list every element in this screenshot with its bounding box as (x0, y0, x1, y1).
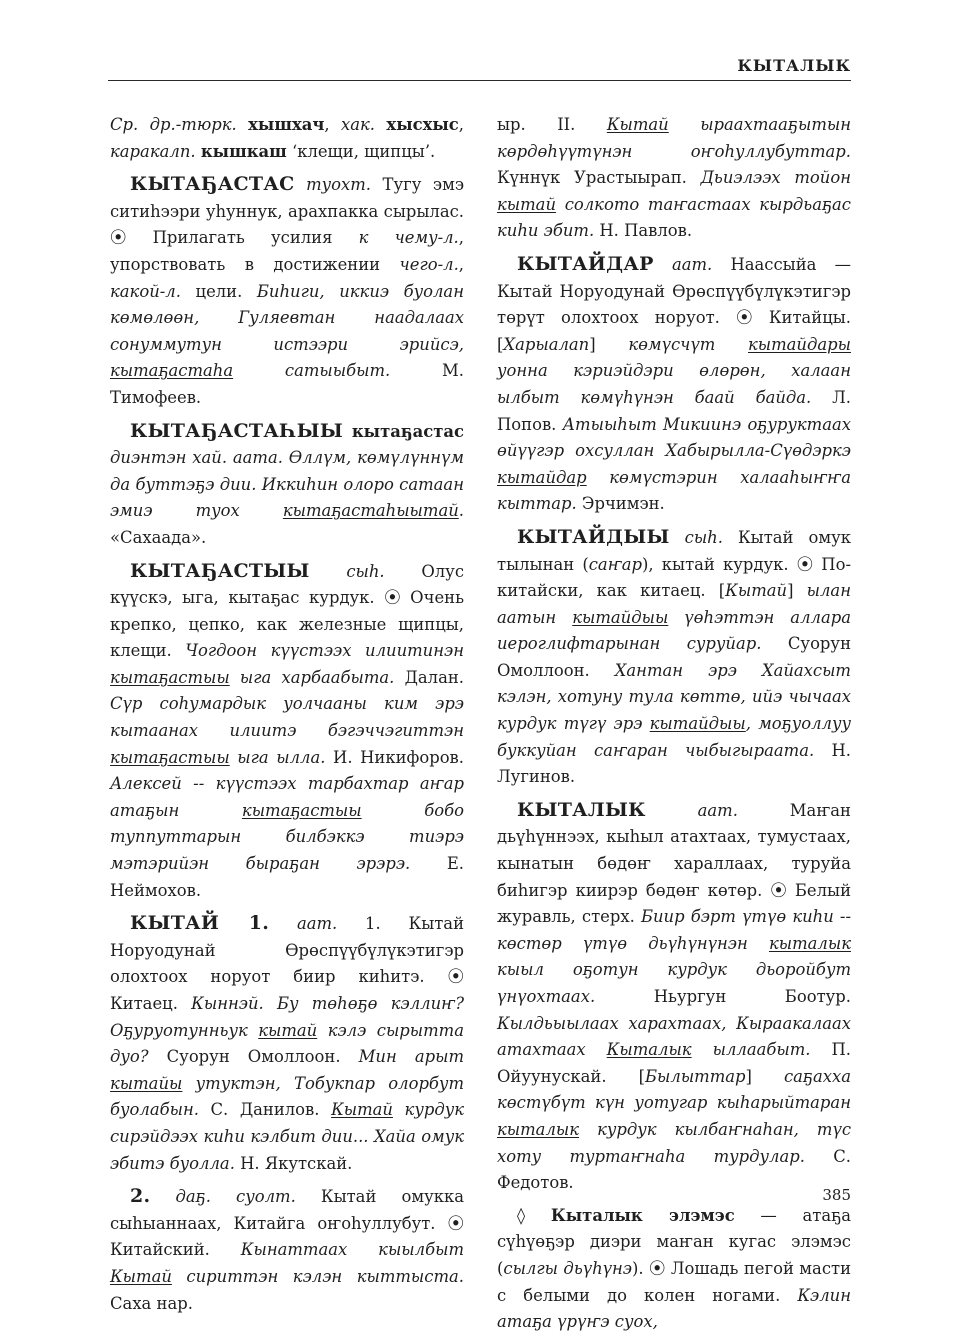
definition: Олус күүскэ, ыга, кытаҕас курдук. ⦿ Очень крепко, цепко, как железные щипцы, клещи. (110, 561, 464, 661)
text-run: чего-л. (399, 254, 459, 274)
example-keyword: кытайы (110, 1073, 183, 1093)
etym-label: каракалп. (110, 141, 196, 161)
definition: Кытай омук тылынан ( (497, 527, 852, 574)
entry-etymology (110, 112, 464, 165)
example: ыллаабыт. (691, 1040, 811, 1060)
citation-author: Суорун Омоллоон. (148, 1047, 359, 1067)
example: үөһэттэн аллара иероглифтарынан суруйар. (497, 607, 851, 654)
example-keyword: кытайдыы (649, 714, 746, 734)
example: Хантан эрэ Хайахсыт кэлэн, хотуну тула көттө, ийэ чычаах курдук түгү эрэ (497, 660, 851, 734)
running-head: КЫТАЛЫК (737, 56, 851, 75)
entry-kytalyk-elemes (497, 1203, 851, 1336)
example: кыыл оҕотун курдук дьоройбут үнүохтаах. (497, 960, 851, 1006)
example: Биһиги, иккиэ буолан көмөлөөн, Гуляевтан наадалаах сонуммутун истээри эрийсэ, (110, 281, 464, 354)
example-keyword: кытайдар (497, 467, 587, 487)
example-keyword: кытайдары (747, 334, 851, 354)
example-keyword: Кытай (331, 1100, 393, 1120)
entry-kytai-1 (110, 910, 464, 1177)
etym-gloss: ‘клещи, щипцы’. (286, 141, 436, 161)
citation-author: Эрчимэн. (576, 494, 665, 514)
example-keyword: кытайдыы (572, 607, 669, 627)
headword: КЫТАҔАСТАҺЫЫ (130, 419, 343, 442)
citation-author: Н. Лугинов. (497, 740, 851, 787)
example: сатыыбыт. (233, 361, 391, 381)
text-run: к чему-л. (358, 228, 459, 248)
pos-label: аат. (645, 800, 738, 820)
example: бобо туппуттарын билбэккэ тиэрэ мэтэрийэн быраҕан эрэрэ. (110, 800, 464, 874)
definition: Тугу эмэ ситиһээри уһуннук, арахпакка сырылас. ⦿ Прилагать усилия (110, 175, 464, 248)
example: ыраахтааҕытын көрдөһүүтүнэн оҥоһуллубуттар. (497, 115, 852, 161)
example: Мин арыт (358, 1047, 464, 1067)
text-run: , (324, 115, 341, 134)
headword: КЫТАЙДАР (517, 252, 654, 275)
text-run (343, 422, 352, 441)
citation-author: Суорун Омоллоон. (497, 634, 851, 680)
etym-word: хышхач (248, 115, 325, 134)
example: солкото таҥастаах кырдьаҕас киһи эбит. (497, 194, 851, 241)
citation-author: Н. Якутскай. (234, 1153, 353, 1173)
example-keyword: кытай (497, 194, 557, 214)
text-run: ] (745, 1066, 784, 1086)
entry-kytagastyy (110, 558, 464, 905)
text-run: саҥар (588, 554, 643, 574)
example: көмүстэрин халааһыҥҥа кыттар. (497, 467, 851, 514)
example-keyword: Кыталык (606, 1040, 692, 1060)
pos-label: сыһ. (309, 561, 385, 581)
cross-reference: кытаҕастас (351, 421, 464, 441)
phrase-marker: ◊ (517, 1205, 551, 1225)
example-keyword: кыталык (497, 1119, 580, 1139)
example: Харыалап (503, 334, 590, 354)
example-keyword: кытаҕастаһыытай (282, 501, 459, 521)
example: ыга харбаабыта. (229, 667, 395, 687)
left-column (110, 112, 464, 1323)
citation-author: Ньургун Боотур. (595, 987, 851, 1006)
headword: КЫТАҔАСТАС (130, 173, 295, 196)
citation-author: И. Никифоров. (325, 747, 464, 767)
citation-author: М. Тимофеев. (110, 361, 465, 407)
example: Былыттар (644, 1066, 746, 1086)
entry-kytai-2 (110, 1183, 464, 1317)
pos-label: аат. (269, 914, 338, 934)
example: утуктэн, Тобукпар олорбут буолабын. (110, 1073, 464, 1120)
citation-author: Н. Павлов. (594, 221, 693, 241)
example-keyword: кытаҕастыы (241, 800, 362, 820)
headword: КЫТАҔАСТЫЫ (130, 559, 310, 582)
example: курдук сирэйдээх киһи кэлбит дии... Хайа омук эбитэ буолла. (110, 1100, 465, 1173)
text-run: , (458, 115, 465, 134)
citation-author: С. Данилов. (198, 1100, 332, 1120)
example-keyword: кытаҕастыы (110, 747, 230, 767)
etym-word: кышкаш (200, 141, 287, 161)
example-keyword: кытай (258, 1020, 318, 1040)
sense-number: 2. (130, 1185, 151, 1208)
example: , моҕуоллуу буккуйан саҥаран чыбыгыраата. (497, 714, 851, 760)
headword: КЫТАЙДЫЫ (517, 525, 670, 548)
example: Кыннэй. Бу төһөҕө кэллиҥ? Оҕуруотунньук (110, 994, 464, 1040)
citation-author: Саха нар. (110, 1293, 193, 1313)
example: диэнтэн хай. аата. Өллүм, көмүлүннүм да буттэҕэ дии. Иккиһин олоро сатаан эмиэ туох (110, 448, 464, 521)
entry-kytagastas (110, 171, 464, 411)
text-run: цели. (180, 281, 257, 301)
citation-author: Л. Попов. (497, 387, 852, 434)
citation-source: ыр. II. (497, 115, 607, 134)
definition: Наассыйа — Кытай Норуодунай Өрөспүүбүлүкэтигэр төрүт олохтоох норуот. ⦿ Китайцы. [ (497, 254, 852, 354)
definition: Кытай омукка сыһыаннаах, Китайга оҥоһуллубут. ⦿ Китайский. (110, 1187, 464, 1260)
example-keyword: кытаҕастыы (110, 667, 230, 687)
example: Атыыһыт Микиинэ оҕуруктаах өйүүгэр охсуллан Хабырылла-Сүөдэркэ (497, 414, 851, 461)
entry-kytaidyy (497, 524, 851, 791)
definition: ). ⦿ Лошадь пегой масти с белыми до колен ногами. (497, 1258, 851, 1305)
text-run: сылгы дьүһүнэ (503, 1258, 632, 1278)
pos-label: даҕ. суолт. (150, 1187, 296, 1207)
example: саҕахха көстүбүт күн уотугар кыһарыйтаран (497, 1066, 851, 1113)
example: курдук кылбаҥнаһан, түс хоту туртаҥнаһа турдулар. (497, 1119, 851, 1166)
example: Дьиэлээх тойон (700, 168, 851, 188)
entry-kytagastahyy (110, 418, 464, 552)
entry-kytalyk (497, 797, 851, 1197)
etym-label: хак. (341, 115, 376, 134)
example: Чогдоон күүстээх илиитинэн (185, 641, 464, 661)
example: Алексей -- күүстээх тарбахтар аҥар атаҕын (110, 774, 464, 820)
definition: Маҥан дьүһүннээх, кыһыл атахтаах, тумустаах, кынатын бөдөҥ хараллаах, туруйа биһигэр киирэр бөдөҥ көтөр. ⦿ Белый журавль, стерх. (497, 800, 851, 927)
text-run: ] (787, 581, 807, 601)
example: көмүсчүт (628, 334, 748, 354)
definition: 1. Кытай Норуодунай Өрөспүүбүлүкэтигэр олохтоох норуот биир киһитэ. ⦿ Китаец. (110, 914, 464, 1013)
pos-label: аат. (653, 254, 713, 274)
example: кэлэ сырытта дуо? (110, 1020, 464, 1067)
example: ылан аатын (497, 581, 851, 627)
example: Сүр соһумардык уолчааны ким эрэ кытаанах илиитэ бэгэччэгиттэн (110, 694, 464, 741)
etym-word: хысхыс (386, 115, 459, 134)
example: уонна кэриэйдэри өлөрөн, халаан ылбыт көмүһүнэн баай байда. (497, 361, 851, 407)
example-keyword: Кытай (606, 115, 669, 134)
example-keyword: Кытай (110, 1266, 172, 1286)
text-run: , упорствовать в достижении (110, 228, 464, 274)
entry-kytaidar (497, 251, 851, 518)
text-run: ] (589, 334, 629, 354)
example-keyword: кытаҕастаһа (110, 361, 234, 381)
definition: — атаҕа сүһүөҕэр диэри маҥан кугас элэмэс ( (497, 1205, 851, 1278)
text-run: , (458, 254, 464, 274)
definition: ), кытай курдук. ⦿ По-китайски, как китаец. [ (497, 554, 851, 601)
citation-author: Күннүк Урастыырап. (497, 168, 701, 188)
citation-author: С. Федотов. (497, 1146, 851, 1193)
example: Кынаттаах кыылбыт (240, 1240, 464, 1260)
pos-label: туохт. (294, 175, 371, 195)
phrase-headword: Кыталык элэмэс (550, 1205, 735, 1225)
entry-kytai-continued (497, 112, 851, 245)
example: Кытай (725, 581, 788, 601)
text-run: какой-л. (110, 281, 181, 301)
example: сириттэн кэлэн кыттыста. (171, 1266, 464, 1286)
pos-label: сыһ. (669, 527, 723, 547)
example: ыга ылла. (229, 747, 326, 767)
citation-author: Е. Неймохов. (110, 854, 464, 900)
example: Кэлин атаҕа үрүҥэ суох, (497, 1285, 851, 1332)
page-number: 385 (822, 1186, 851, 1204)
header-rule (108, 80, 851, 81)
citation-author: П. Ойуунускай. [ (497, 1040, 851, 1086)
etym-label: Ср. др.-тюрк. (110, 115, 237, 134)
right-column (497, 112, 851, 1342)
example: Кылдьыылаах харахтаах, Кыраакалаах атахтаах (497, 1013, 851, 1060)
citation-author: Далан. (394, 667, 464, 687)
citation-author: . «Сахаада». (110, 501, 464, 547)
example: Биир бэрт үтүө киһи -- көстөр үтүө дьүһүнүнэн (497, 907, 851, 953)
example-keyword: кыталык (768, 933, 851, 953)
headword: КЫТАЛЫК (517, 798, 646, 821)
headword: КЫТАЙ 1. (130, 912, 270, 935)
